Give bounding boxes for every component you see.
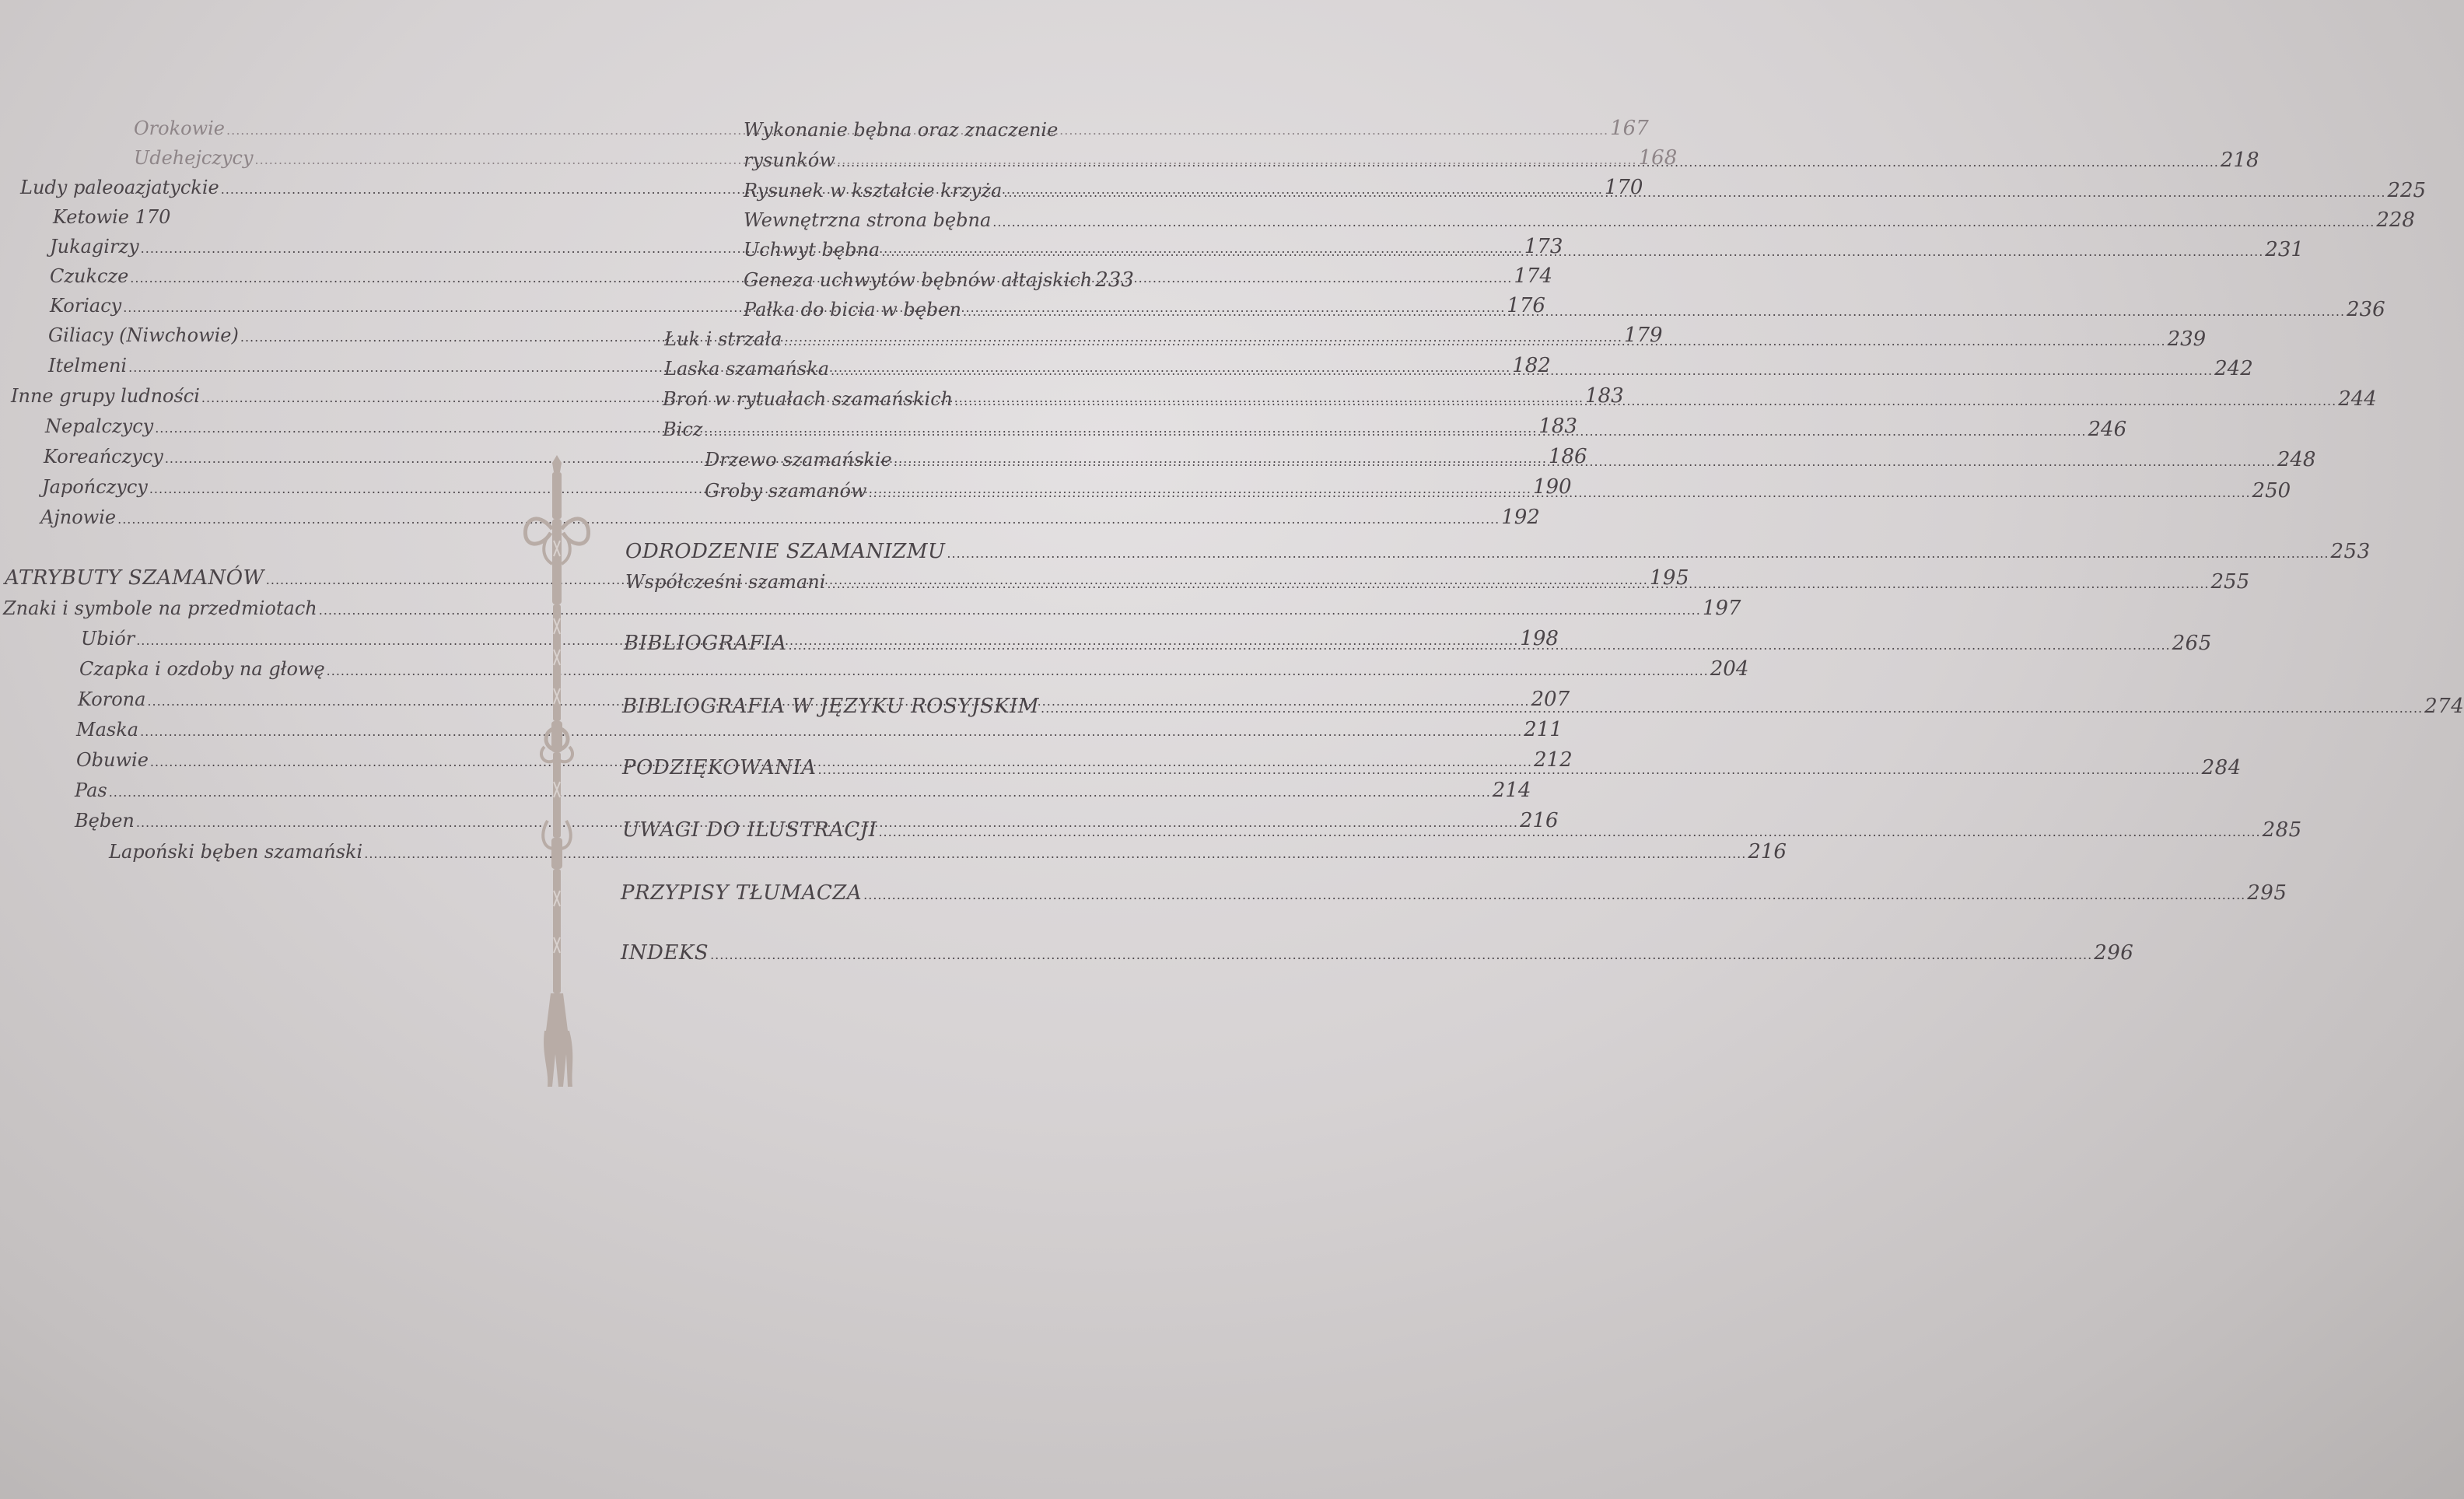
- toc-entry: Uchwyt bębna ..... 231: [744, 238, 1108, 261]
- toc-entry: Laska szamańska ..... 242: [664, 357, 1108, 380]
- toc-entry: Rysunek w kształcie krzyża ..... 225: [744, 179, 1108, 202]
- toc-entry: Lapoński bęben szamański ..... 216: [109, 840, 485, 863]
- toc-entry: Bęben ..... 216: [75, 809, 485, 832]
- toc-entry: Geneza uchwytów bębnów ałtajskich 233: [744, 268, 1134, 292]
- toc-entry: Wykonanie bębna oraz znaczenie: [744, 119, 1059, 141]
- toc-entry: Itelmeni ..... 182: [48, 354, 494, 377]
- toc-entry: Łuk i strzała ..... 239: [664, 327, 1108, 351]
- toc-entry: Wewnętrzna strona bębna ..... 228: [744, 208, 1108, 232]
- toc-entry: Groby szamanów ..... 250: [705, 479, 1108, 503]
- toc-entry: Współcześni szamani ..... 255: [625, 570, 1108, 594]
- toc-section-heading: PODZIĘKOWANIA ..... 284: [622, 756, 1108, 779]
- toc-entry: Broń w rytuałach szamańskich ..... 244: [663, 387, 1108, 411]
- toc-section-heading: PRZYPISY TŁUMACZA ..... 295: [621, 881, 1108, 905]
- toc-entry: rysunków ..... 218: [744, 149, 1108, 172]
- toc-entry: Orokowie ..... 167: [134, 117, 498, 140]
- toc-entry: Drzewo szamańskie ..... 248: [705, 448, 1108, 471]
- toc-entry: Bicz ..... 246: [663, 418, 1108, 441]
- toc-entry: Koriacy ..... 176: [50, 294, 495, 317]
- toc-entry: Czukcze ..... 174: [50, 264, 495, 288]
- toc-entry: Inne grupy ludności ..... 183: [11, 384, 492, 408]
- toc-entry: Giliacy (Niwchowie) ..... 179: [48, 324, 494, 347]
- toc-entry: Pas ..... 214: [75, 779, 485, 802]
- toc-entry: Korona ..... 207: [78, 688, 488, 711]
- toc-section-heading: BIBLIOGRAFIA W JĘZYKU ROSYJSKIM ..... 274: [622, 695, 1108, 718]
- toc-entry: Ubiór ..... 198: [81, 627, 488, 650]
- toc-entry: Obuwie ..... 212: [76, 748, 486, 772]
- toc-section-heading: ODRODZENIE SZAMANIZMU ..... 253: [625, 540, 1108, 563]
- toc-entry: Pałka do bicia w bęben ..... 236: [744, 298, 1108, 321]
- toc-entry: Japończycy ..... 190: [42, 475, 491, 499]
- toc-entry: Ludy paleoazjatyckie ..... 170: [20, 176, 496, 199]
- toc-section-heading: BIBLIOGRAFIA ..... 265: [624, 632, 1108, 655]
- toc-section-heading: INDEKS ..... 296: [621, 941, 1108, 965]
- toc-section-heading: UWAGI DO ILUSTRACJI ..... 285: [622, 818, 1108, 842]
- toc-entry: Koreańczycy ..... 186: [44, 445, 492, 468]
- toc-section-heading: ATRYBUTY SZAMANÓW ..... 195: [5, 566, 489, 590]
- toc-entry: Jukagirzy ..... 173: [50, 235, 495, 258]
- toc-entry: Znaki i symbole na przedmiotach ..... 197: [3, 597, 488, 620]
- toc-entry: Ketowie 170: [53, 206, 171, 228]
- toc-entry: Ajnowie ..... 192: [40, 506, 490, 529]
- toc-entry: Udehejczycy ..... 168: [134, 146, 498, 170]
- toc-entry: Nepalczycy ..... 183: [45, 415, 492, 438]
- toc-entry: Czapka i ozdoby na głowę ..... 204: [79, 657, 488, 681]
- toc-entry: Maska ..... 211: [76, 718, 487, 741]
- shaman-staff-ornament-icon: [521, 455, 593, 1089]
